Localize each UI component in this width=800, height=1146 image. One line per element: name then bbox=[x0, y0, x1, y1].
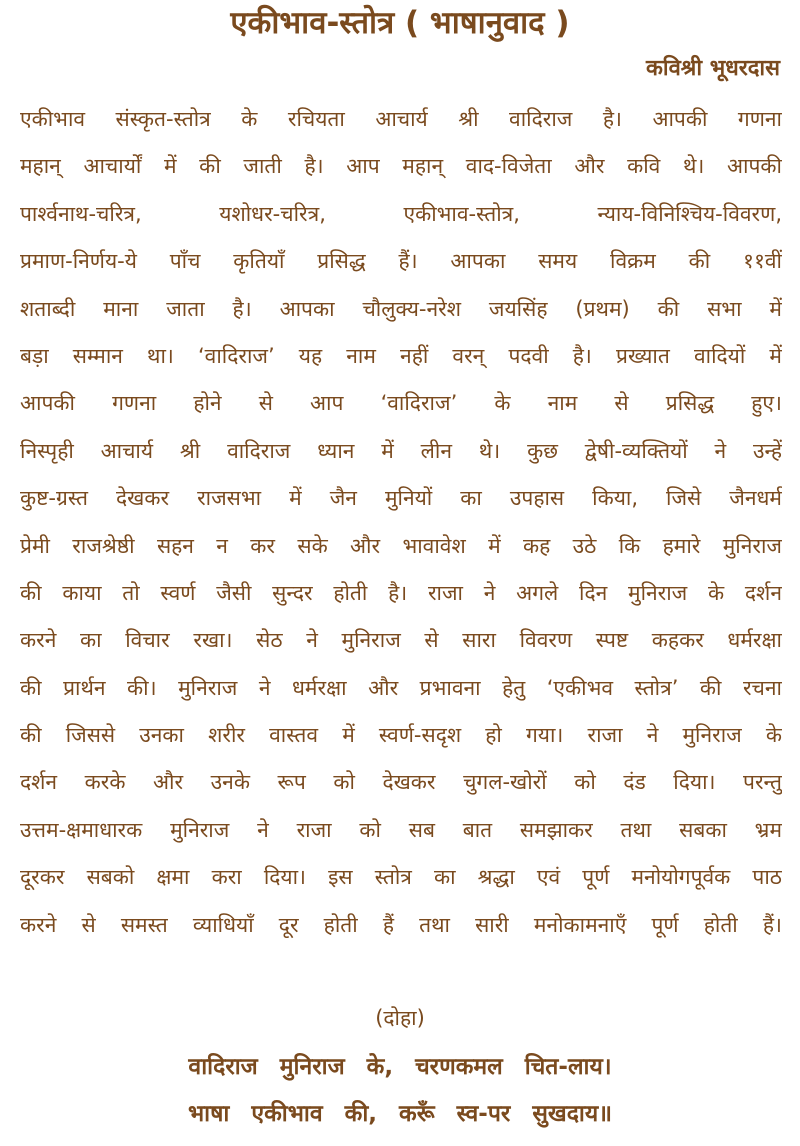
paragraph-line: करने का विचार रखा। सेठ ने मुनिराज से सारा विवरण स्पष्ट कहकर धर्मरक्षा bbox=[20, 628, 782, 653]
paragraph-line: कुष्ट-ग्रस्त देखकर राजसभा में जैन मुनियों का उपहास किया, जिसे जैनधर्म bbox=[20, 486, 782, 511]
paragraph-line: की प्रार्थन की। मुनिराज ने धर्मरक्षा और प्रभावना हेतु ‘एकीभव स्तोत्र’ की रचना bbox=[20, 675, 782, 700]
paragraph-line: आपकी गणना होने से आप ‘वादिराज’ के नाम से प्रसिद्ध हुए। bbox=[20, 391, 782, 416]
paragraph-line: की काया तो स्वर्ण जैसी सुन्दर होती है। राजा ने अगले दिन मुनिराज के दर्शन bbox=[20, 580, 782, 605]
paragraph-line: प्रमाण-निर्णय-ये पाँच कृतियाँ प्रसिद्ध हैं। आपका समय विक्रम की ११वीं bbox=[20, 249, 782, 274]
doha-label: (दोहा) bbox=[375, 1006, 425, 1030]
paragraph-line: शताब्दी माना जाता है। आपका चौलुक्य-नरेश जयसिंह (प्रथम) की सभा में bbox=[20, 296, 782, 321]
paragraph-line: पार्श्वनाथ-चरित्र, यशोधर-चरित्र, एकीभाव-स्तोत्र, न्याय-विनिश्चिय-विवरण, bbox=[20, 201, 782, 226]
page-title: एकीभाव-स्तोत्र ( भाषानुवाद ) bbox=[230, 5, 570, 41]
paragraph-line: दूरकर सबको क्षमा करा दिया। इस स्तोत्र का श्रद्धा एवं पूर्ण मनोयोगपूर्वक पाठ bbox=[20, 865, 782, 890]
introduction-paragraph bbox=[20, 96, 782, 949]
paragraph-line: निस्पृही आचार्य श्री वादिराज ध्यान में लीन थे। कुछ द्वेषी-व्यक्तियों ने उन्हें bbox=[20, 438, 782, 463]
paragraph-line: एकीभाव संस्कृत-स्तोत्र के रचियता आचार्य श्री वादिराज है। आपकी गणना bbox=[20, 107, 782, 131]
paragraph-line: दर्शन करके और उनके रूप को देखकर चुगल-खोरों को दंड दिया। परन्तु bbox=[20, 770, 782, 795]
paragraph-line: करने से समस्त व्याधियाँ दूर होती हैं तथा सारी मनोकामनाएँ पूर्ण होती हैं। bbox=[20, 912, 782, 937]
verse-line: भाषा एकीभाव की, करूँ स्व-पर सुखदाय॥ bbox=[188, 1101, 612, 1127]
paragraph-line: उत्तम-क्षमाधारक मुनिराज ने राजा को सब बात समझाकर तथा सबका भ्रम bbox=[20, 817, 782, 842]
paragraph-line: बड़ा सम्मान था। ‘वादिराज’ यह नाम नहीं वरन् पदवी है। प्रख्यात वादियों में bbox=[20, 343, 782, 368]
paragraph-line: की जिससे उनका शरीर वास्तव में स्वर्ण-सदृश हो गया। राजा ने मुनिराज के bbox=[20, 723, 782, 748]
paragraph-line: प्रेमी राजश्रेष्ठी सहन न कर सके और भावावेश में कह उठे कि हमारे मुनिराज bbox=[20, 533, 782, 558]
paragraph-line: महान् आचार्यों में की जाती है। आप महान् वाद-विजेता और कवि थे। आपकी bbox=[20, 154, 782, 179]
author-name: कविश्री भूधरदास bbox=[645, 56, 780, 81]
verse-line: वादिराज मुनिराज के, चरणकमल चित-लाय। bbox=[188, 1054, 612, 1080]
